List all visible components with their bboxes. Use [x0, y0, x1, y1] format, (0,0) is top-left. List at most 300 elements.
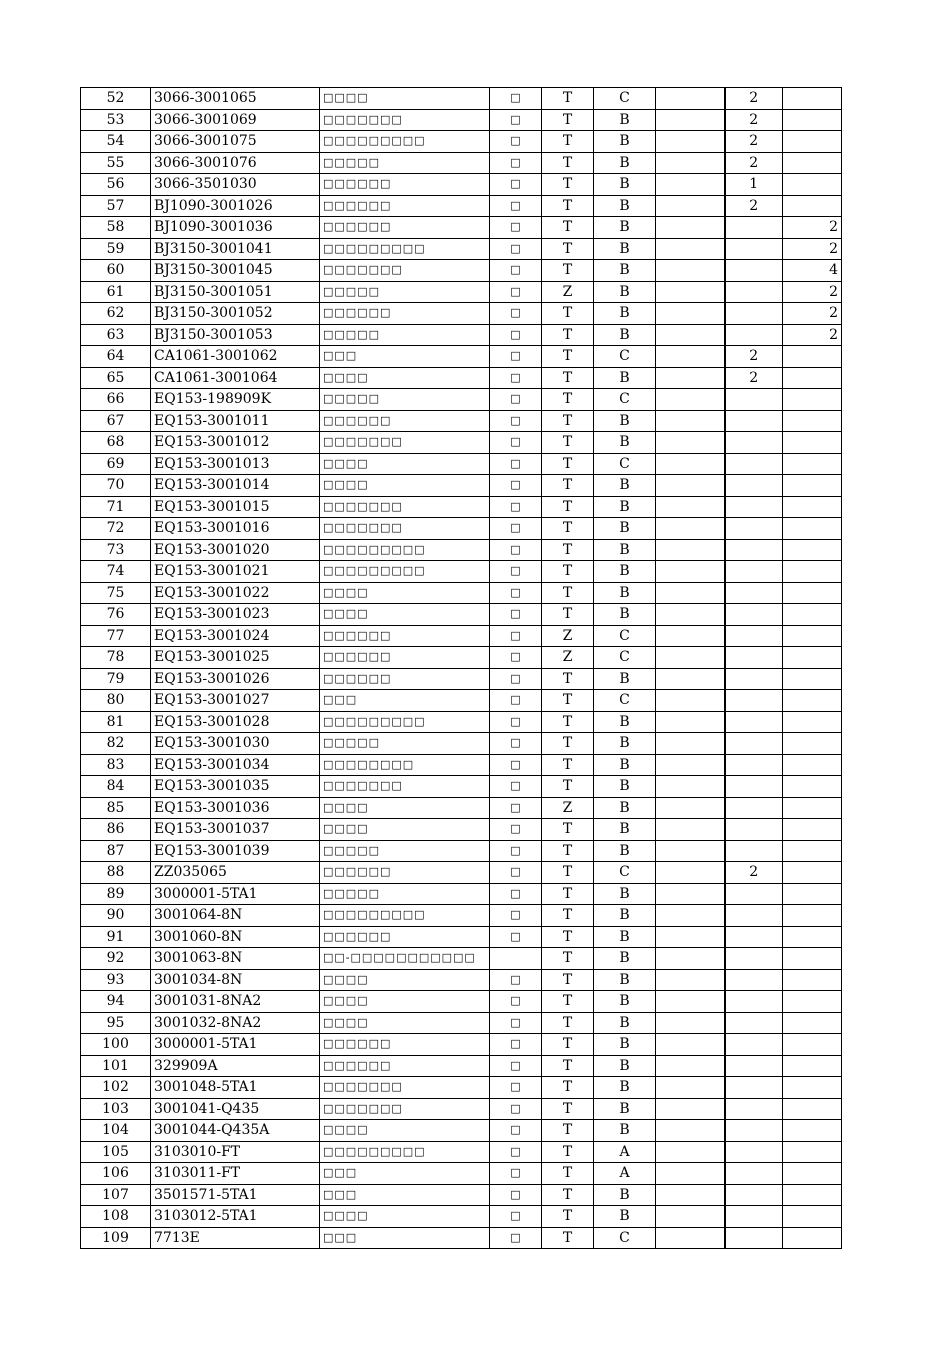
blank-column-cell [656, 883, 725, 905]
material-cell: T [542, 1077, 594, 1099]
unit-cell: □ [490, 1120, 542, 1142]
blank-column-cell [656, 410, 725, 432]
blank-column-cell [656, 195, 725, 217]
material-cell: T [542, 991, 594, 1013]
quantity-1-cell [725, 303, 783, 325]
quantity-1-cell [725, 1012, 783, 1034]
quantity-1-cell [725, 281, 783, 303]
part-name-cell: □□□□□□□□□ [320, 238, 490, 260]
part-code-cell: EQ153-3001035 [151, 776, 320, 798]
material-cell: T [542, 432, 594, 454]
unit-cell: □ [490, 152, 542, 174]
unit-cell: □ [490, 195, 542, 217]
quantity-2-cell [783, 1055, 842, 1077]
table-row [81, 926, 842, 948]
material-cell: T [542, 690, 594, 712]
class-cell: C [594, 625, 656, 647]
class-cell: B [594, 367, 656, 389]
part-name-cell: □□□□□□□ [320, 109, 490, 131]
material-cell: T [542, 561, 594, 583]
quantity-1-cell [725, 776, 783, 798]
part-name-cell: □□□□□□ [320, 195, 490, 217]
class-cell: B [594, 754, 656, 776]
blank-column-cell [656, 711, 725, 733]
part-name-cell: □□□□□□ [320, 217, 490, 239]
class-cell: B [594, 1055, 656, 1077]
blank-column-cell [656, 1077, 725, 1099]
part-code-cell: EQ153-3001030 [151, 733, 320, 755]
quantity-2-cell [783, 410, 842, 432]
material-cell: T [542, 1120, 594, 1142]
part-code-cell: 3001048-5TA1 [151, 1077, 320, 1099]
part-name-cell: □□□□□□ [320, 668, 490, 690]
row-number-cell: 102 [81, 1077, 151, 1099]
quantity-2-cell: 2 [783, 303, 842, 325]
table-row [81, 539, 842, 561]
quantity-1-cell [725, 496, 783, 518]
quantity-1-cell [725, 238, 783, 260]
quantity-2-cell [783, 776, 842, 798]
row-number-cell: 63 [81, 324, 151, 346]
part-name-cell: □□□□ [320, 1120, 490, 1142]
table-row [81, 281, 842, 303]
quantity-2-cell [783, 819, 842, 841]
table-row [81, 733, 842, 755]
quantity-2-cell [783, 109, 842, 131]
class-cell: B [594, 991, 656, 1013]
unit-cell: □ [490, 883, 542, 905]
table-row [81, 776, 842, 798]
blank-column-cell [656, 604, 725, 626]
part-name-cell: □□□□□□ [320, 862, 490, 884]
table-row [81, 88, 842, 110]
quantity-2-cell [783, 926, 842, 948]
table-row [81, 1012, 842, 1034]
part-code-cell: 3103011-FT [151, 1163, 320, 1185]
material-cell: T [542, 883, 594, 905]
row-number-cell: 56 [81, 174, 151, 196]
quantity-1-cell [725, 260, 783, 282]
part-code-cell: 3066-3001069 [151, 109, 320, 131]
class-cell: B [594, 303, 656, 325]
class-cell: B [594, 1012, 656, 1034]
quantity-1-cell: 2 [725, 367, 783, 389]
part-code-cell: EQ153-3001034 [151, 754, 320, 776]
part-name-cell: □□□□□ [320, 324, 490, 346]
table-row [81, 1098, 842, 1120]
quantity-2-cell: 2 [783, 238, 842, 260]
material-cell: Z [542, 625, 594, 647]
part-name-cell: □□-□□□□□□□□□□□ [320, 948, 490, 970]
unit-cell: □ [490, 1034, 542, 1056]
material-cell: T [542, 1141, 594, 1163]
quantity-2-cell [783, 1012, 842, 1034]
part-name-cell: □□□□ [320, 604, 490, 626]
unit-cell: □ [490, 109, 542, 131]
row-number-cell: 79 [81, 668, 151, 690]
blank-column-cell [656, 475, 725, 497]
part-name-cell: □□□□□□□□□ [320, 561, 490, 583]
material-cell: T [542, 1098, 594, 1120]
quantity-2-cell [783, 1141, 842, 1163]
part-code-cell: EQ153-3001039 [151, 840, 320, 862]
blank-column-cell [656, 217, 725, 239]
class-cell: B [594, 496, 656, 518]
part-name-cell: □□□□ [320, 1206, 490, 1228]
table-row [81, 389, 842, 411]
quantity-2-cell [783, 453, 842, 475]
material-cell: T [542, 969, 594, 991]
quantity-2-cell [783, 647, 842, 669]
table-row [81, 238, 842, 260]
unit-cell: □ [490, 754, 542, 776]
table-row [81, 346, 842, 368]
part-code-cell: BJ3150-3001052 [151, 303, 320, 325]
part-code-cell: 3001031-8NA2 [151, 991, 320, 1013]
row-number-cell: 69 [81, 453, 151, 475]
row-number-cell: 104 [81, 1120, 151, 1142]
row-number-cell: 91 [81, 926, 151, 948]
table-row [81, 1141, 842, 1163]
table-row [81, 1206, 842, 1228]
quantity-1-cell [725, 389, 783, 411]
part-name-cell: □□□□□□ [320, 303, 490, 325]
part-name-cell: □□□□□□□ [320, 432, 490, 454]
material-cell: T [542, 518, 594, 540]
class-cell: B [594, 582, 656, 604]
quantity-2-cell [783, 561, 842, 583]
part-code-cell: EQ153-3001012 [151, 432, 320, 454]
part-name-cell: □□□□□□ [320, 1055, 490, 1077]
unit-cell: □ [490, 1163, 542, 1185]
class-cell: C [594, 1227, 656, 1249]
part-code-cell: 3103012-5TA1 [151, 1206, 320, 1228]
part-name-cell: □□□□□□□□□ [320, 1141, 490, 1163]
class-cell: B [594, 539, 656, 561]
part-name-cell: □□□□□□□ [320, 776, 490, 798]
part-code-cell: EQ153-3001021 [151, 561, 320, 583]
part-code-cell: 3001032-8NA2 [151, 1012, 320, 1034]
part-name-cell: □□□□□ [320, 152, 490, 174]
class-cell: B [594, 260, 656, 282]
part-name-cell: □□□□ [320, 991, 490, 1013]
blank-column-cell [656, 733, 725, 755]
quantity-1-cell [725, 324, 783, 346]
quantity-1-cell [725, 217, 783, 239]
unit-cell: □ [490, 496, 542, 518]
unit-cell: □ [490, 797, 542, 819]
table-row [81, 131, 842, 153]
quantity-2-cell [783, 1184, 842, 1206]
class-cell: B [594, 109, 656, 131]
quantity-2-cell [783, 905, 842, 927]
part-code-cell: EQ153-3001026 [151, 668, 320, 690]
table-row [81, 969, 842, 991]
part-name-cell: □□□□ [320, 453, 490, 475]
quantity-1-cell [725, 453, 783, 475]
class-cell: C [594, 389, 656, 411]
table-row [81, 324, 842, 346]
material-cell: T [542, 1184, 594, 1206]
material-cell: T [542, 346, 594, 368]
unit-cell: □ [490, 1206, 542, 1228]
unit-cell: □ [490, 1055, 542, 1077]
row-number-cell: 83 [81, 754, 151, 776]
quantity-2-cell: 2 [783, 281, 842, 303]
blank-column-cell [656, 797, 725, 819]
part-code-cell: CA1061-3001062 [151, 346, 320, 368]
part-name-cell: □□□□ [320, 582, 490, 604]
part-name-cell: □□□□□□□□ [320, 754, 490, 776]
class-cell: B [594, 668, 656, 690]
quantity-2-cell [783, 1206, 842, 1228]
quantity-2-cell [783, 625, 842, 647]
row-number-cell: 72 [81, 518, 151, 540]
material-cell: T [542, 1055, 594, 1077]
row-number-cell: 89 [81, 883, 151, 905]
class-cell: B [594, 195, 656, 217]
row-number-cell: 93 [81, 969, 151, 991]
table-row [81, 1055, 842, 1077]
table-body [81, 88, 842, 1249]
quantity-1-cell [725, 1034, 783, 1056]
unit-cell: □ [490, 518, 542, 540]
part-code-cell: EQ153-3001027 [151, 690, 320, 712]
quantity-2-cell [783, 969, 842, 991]
material-cell: T [542, 862, 594, 884]
row-number-cell: 105 [81, 1141, 151, 1163]
blank-column-cell [656, 367, 725, 389]
unit-cell: □ [490, 1098, 542, 1120]
part-name-cell: □□□□ [320, 475, 490, 497]
unit-cell: □ [490, 905, 542, 927]
unit-cell: □ [490, 1227, 542, 1249]
blank-column-cell [656, 1206, 725, 1228]
table-row [81, 840, 842, 862]
part-name-cell: □□□ [320, 1163, 490, 1185]
table-row [81, 1034, 842, 1056]
row-number-cell: 60 [81, 260, 151, 282]
row-number-cell: 55 [81, 152, 151, 174]
quantity-1-cell [725, 690, 783, 712]
quantity-2-cell [783, 1077, 842, 1099]
row-number-cell: 84 [81, 776, 151, 798]
table-row [81, 303, 842, 325]
unit-cell: □ [490, 625, 542, 647]
quantity-2-cell [783, 131, 842, 153]
material-cell: T [542, 88, 594, 110]
part-name-cell: □□□□ [320, 367, 490, 389]
quantity-1-cell [725, 1120, 783, 1142]
table-row [81, 410, 842, 432]
part-code-cell: BJ3150-3001045 [151, 260, 320, 282]
class-cell: B [594, 604, 656, 626]
row-number-cell: 108 [81, 1206, 151, 1228]
class-cell: B [594, 174, 656, 196]
material-cell: T [542, 926, 594, 948]
material-cell: T [542, 109, 594, 131]
quantity-1-cell [725, 410, 783, 432]
part-name-cell: □□□□□□□□□ [320, 711, 490, 733]
quantity-2-cell [783, 475, 842, 497]
blank-column-cell [656, 238, 725, 260]
part-code-cell: EQ153-3001025 [151, 647, 320, 669]
quantity-2-cell: 2 [783, 217, 842, 239]
part-code-cell: BJ1090-3001036 [151, 217, 320, 239]
class-cell: B [594, 1120, 656, 1142]
part-code-cell: 3001064-8N [151, 905, 320, 927]
part-code-cell: EQ153-3001016 [151, 518, 320, 540]
material-cell: T [542, 754, 594, 776]
material-cell: T [542, 1227, 594, 1249]
part-code-cell: EQ153-3001037 [151, 819, 320, 841]
quantity-1-cell [725, 1141, 783, 1163]
class-cell: B [594, 561, 656, 583]
table-row [81, 367, 842, 389]
part-name-cell: □□□□ [320, 797, 490, 819]
quantity-1-cell: 1 [725, 174, 783, 196]
quantity-1-cell: 2 [725, 862, 783, 884]
unit-cell: □ [490, 1184, 542, 1206]
part-code-cell: 3501571-5TA1 [151, 1184, 320, 1206]
material-cell: T [542, 604, 594, 626]
part-code-cell: EQ153-3001036 [151, 797, 320, 819]
table-row [81, 217, 842, 239]
class-cell: B [594, 1034, 656, 1056]
table-row [81, 1163, 842, 1185]
unit-cell: □ [490, 776, 542, 798]
blank-column-cell [656, 131, 725, 153]
material-cell: T [542, 195, 594, 217]
row-number-cell: 80 [81, 690, 151, 712]
table-row [81, 711, 842, 733]
part-code-cell: 3066-3001065 [151, 88, 320, 110]
quantity-1-cell: 2 [725, 195, 783, 217]
quantity-1-cell: 2 [725, 346, 783, 368]
row-number-cell: 71 [81, 496, 151, 518]
class-cell: C [594, 453, 656, 475]
quantity-2-cell [783, 152, 842, 174]
quantity-1-cell [725, 647, 783, 669]
part-name-cell: □□□□ [320, 88, 490, 110]
part-code-cell: 3000001-5TA1 [151, 883, 320, 905]
row-number-cell: 75 [81, 582, 151, 604]
material-cell: Z [542, 797, 594, 819]
unit-cell: □ [490, 475, 542, 497]
part-code-cell: EQ153-198909K [151, 389, 320, 411]
material-cell: Z [542, 281, 594, 303]
table-row [81, 496, 842, 518]
part-name-cell: □□□□□□ [320, 174, 490, 196]
part-code-cell: EQ153-3001014 [151, 475, 320, 497]
unit-cell: □ [490, 991, 542, 1013]
table-row [81, 862, 842, 884]
class-cell: B [594, 711, 656, 733]
blank-column-cell [656, 324, 725, 346]
table-row [81, 453, 842, 475]
row-number-cell: 81 [81, 711, 151, 733]
part-code-cell: EQ153-3001028 [151, 711, 320, 733]
unit-cell: □ [490, 862, 542, 884]
material-cell: T [542, 905, 594, 927]
unit-cell: □ [490, 969, 542, 991]
part-code-cell: CA1061-3001064 [151, 367, 320, 389]
row-number-cell: 92 [81, 948, 151, 970]
class-cell: B [594, 432, 656, 454]
quantity-1-cell [725, 969, 783, 991]
material-cell: T [542, 582, 594, 604]
material-cell: T [542, 367, 594, 389]
material-cell: T [542, 303, 594, 325]
blank-column-cell [656, 109, 725, 131]
row-number-cell: 64 [81, 346, 151, 368]
row-number-cell: 77 [81, 625, 151, 647]
blank-column-cell [656, 690, 725, 712]
table-row [81, 475, 842, 497]
blank-column-cell [656, 518, 725, 540]
material-cell: T [542, 389, 594, 411]
class-cell: B [594, 1184, 656, 1206]
material-cell: T [542, 131, 594, 153]
table-row [81, 991, 842, 1013]
part-name-cell: □□□□□ [320, 389, 490, 411]
material-cell: T [542, 1206, 594, 1228]
material-cell: T [542, 324, 594, 346]
unit-cell: □ [490, 1077, 542, 1099]
quantity-1-cell [725, 926, 783, 948]
material-cell: T [542, 1034, 594, 1056]
row-number-cell: 68 [81, 432, 151, 454]
quantity-1-cell [725, 883, 783, 905]
part-code-cell: BJ3150-3001053 [151, 324, 320, 346]
blank-column-cell [656, 754, 725, 776]
part-code-cell: EQ153-3001011 [151, 410, 320, 432]
part-name-cell: □□□ [320, 690, 490, 712]
quantity-1-cell [725, 1098, 783, 1120]
material-cell: T [542, 238, 594, 260]
unit-cell: □ [490, 647, 542, 669]
blank-column-cell [656, 346, 725, 368]
row-number-cell: 78 [81, 647, 151, 669]
part-code-cell: 7713E [151, 1227, 320, 1249]
material-cell: T [542, 475, 594, 497]
part-name-cell: □□□□□ [320, 733, 490, 755]
row-number-cell: 107 [81, 1184, 151, 1206]
quantity-1-cell [725, 432, 783, 454]
quantity-1-cell [725, 539, 783, 561]
unit-cell: □ [490, 303, 542, 325]
blank-column-cell [656, 260, 725, 282]
quantity-2-cell [783, 604, 842, 626]
quantity-2-cell [783, 883, 842, 905]
quantity-1-cell [725, 819, 783, 841]
unit-cell: □ [490, 174, 542, 196]
class-cell: C [594, 690, 656, 712]
quantity-2-cell: 4 [783, 260, 842, 282]
table-row [81, 647, 842, 669]
blank-column-cell [656, 389, 725, 411]
unit-cell: □ [490, 238, 542, 260]
table-row [81, 518, 842, 540]
blank-column-cell [656, 1163, 725, 1185]
table-row [81, 582, 842, 604]
class-cell: B [594, 281, 656, 303]
table-row [81, 948, 842, 970]
unit-cell: □ [490, 432, 542, 454]
part-code-cell: EQ153-3001015 [151, 496, 320, 518]
class-cell: B [594, 518, 656, 540]
part-name-cell: □□□□□□ [320, 625, 490, 647]
